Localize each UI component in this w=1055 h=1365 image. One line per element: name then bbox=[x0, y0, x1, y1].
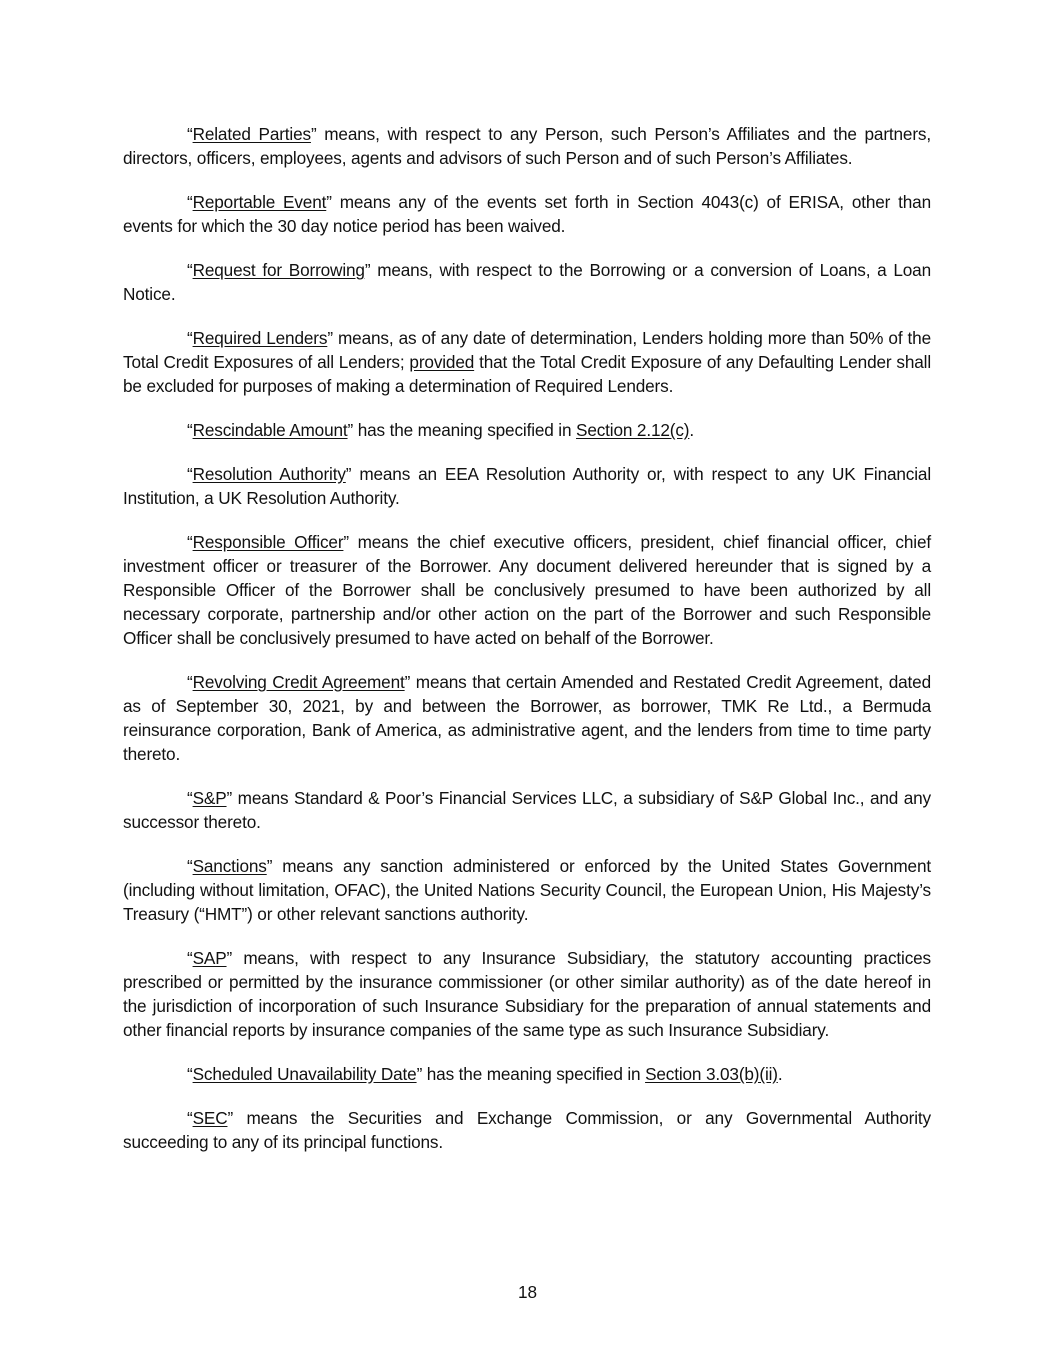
definition-sap bbox=[123, 946, 931, 1042]
underlined-reference: provided bbox=[409, 352, 475, 372]
definition-text: “ bbox=[187, 672, 193, 692]
defined-term: Reportable Event bbox=[192, 192, 327, 212]
definition-text: ” means an EEA Resolution Authority or, with respect to any UK Financial Institution, a UK Resolution Authority. bbox=[123, 464, 931, 508]
definition-request-for-borrowing bbox=[123, 258, 931, 306]
document-body bbox=[123, 122, 931, 1174]
definition-text: . bbox=[777, 1064, 783, 1084]
definition-text: “ bbox=[187, 260, 193, 280]
definition-resolution-authority bbox=[123, 462, 931, 510]
definition-sec bbox=[123, 1106, 931, 1154]
defined-term: Scheduled Unavailability Date bbox=[192, 1064, 417, 1084]
definition-text: “ bbox=[187, 788, 193, 808]
definition-text: “ bbox=[187, 124, 193, 144]
definition-text: “ bbox=[187, 328, 193, 348]
definition-text: ” means Standard & Poor’s Financial Services LLC, a subsidiary of S&P Global Inc., and any successor thereto. bbox=[123, 788, 931, 832]
defined-term: Revolving Credit Agreement bbox=[192, 672, 405, 692]
definition-scheduled-unavailability-date bbox=[123, 1062, 931, 1086]
defined-term: S&P bbox=[192, 788, 227, 808]
definition-text: ” means the Securities and Exchange Commission, or any Governmental Authority succeeding to any of its principal functions. bbox=[123, 1108, 931, 1152]
defined-term: Required Lenders bbox=[192, 328, 328, 348]
definition-text: ” means, with respect to the Borrowing or a conversion of Loans, a Loan Notice. bbox=[123, 260, 931, 304]
definition-text: “ bbox=[187, 464, 193, 484]
definition-text: “ bbox=[187, 1108, 193, 1128]
definition-required-lenders bbox=[123, 326, 931, 398]
page-number: 18 bbox=[517, 1282, 538, 1302]
definition-text: ” means the chief executive officers, president, chief financial officer, chief investment officer or treasurer of the Borrower. Any document delivered hereunder that is signed by a Responsible Officer of the Borrower shall be conclusively presumed to have been authorized by all necessary corporate, partnership and/or other action on the part of the Borrower and such Responsible Officer shall be conclusively presumed to have acted on behalf of the Borrower. bbox=[123, 532, 931, 648]
definition-text: ” has the meaning specified in bbox=[416, 1064, 646, 1084]
definition-text: ” means, with respect to any Insurance Subsidiary, the statutory accounting practices prescribed or permitted by the insurance commissioner (or other similar authority) as of the date hereof in the jurisdiction of incorporation of such Insurance Subsidiary for the preparation of annual statements and other financial reports by insurance companies of the same type as such Insurance Subsidiary. bbox=[123, 948, 931, 1040]
definition-text: “ bbox=[187, 1064, 193, 1084]
definition-reportable-event bbox=[123, 190, 931, 238]
defined-term: Related Parties bbox=[192, 124, 311, 144]
definition-text: ” has the meaning specified in bbox=[347, 420, 577, 440]
defined-term: Responsible Officer bbox=[192, 532, 344, 552]
definition-text: ” means that certain Amended and Restated Credit Agreement, dated as of September 30, 2021, by and between the Borrower, as borrower, TMK Re Ltd., a Bermuda reinsurance corporation, Bank of America, as administrative agent, and the lenders from time to time party thereto. bbox=[123, 672, 931, 764]
definitions-list bbox=[123, 122, 931, 1154]
definition-rescindable-amount bbox=[123, 418, 931, 442]
definition-sanctions bbox=[123, 854, 931, 926]
definition-s-and-p bbox=[123, 786, 931, 834]
definition-text: “ bbox=[187, 192, 193, 212]
definition-text: . bbox=[689, 420, 695, 440]
definition-text: “ bbox=[187, 856, 193, 876]
definition-text: “ bbox=[187, 420, 193, 440]
defined-term: Sanctions bbox=[192, 856, 267, 876]
definition-text: “ bbox=[187, 532, 193, 552]
defined-term: Resolution Authority bbox=[192, 464, 346, 484]
defined-term: SEC bbox=[192, 1108, 228, 1128]
definition-text: that the Total Credit Exposure of any Defaulting Lender shall be excluded for purposes of making a determination of Required Lenders. bbox=[123, 352, 931, 396]
definition-text: “ bbox=[187, 948, 193, 968]
underlined-reference: Section 3.03(b)(ii) bbox=[645, 1064, 778, 1084]
definition-responsible-officer bbox=[123, 530, 931, 650]
definition-text: ” means, as of any date of determination, Lenders holding more than 50% of the Total Credit Exposures of all Lenders; bbox=[123, 328, 932, 372]
definition-text: ” means, with respect to any Person, such Person’s Affiliates and the partners, directors, officers, employees, agents and advisors of such Person and of such Person’s Affiliates. bbox=[123, 124, 931, 168]
definition-revolving-credit-agreement bbox=[123, 670, 931, 766]
definition-related-parties bbox=[123, 122, 931, 170]
definition-text: ” means any sanction administered or enforced by the United States Government (including without limitation, OFAC), the United Nations Security Council, the European Union, His Majesty’s Treasury (“HMT”) or other relevant sanctions authority. bbox=[123, 856, 931, 924]
underlined-reference: Section 2.12(c) bbox=[576, 420, 690, 440]
defined-term: SAP bbox=[192, 948, 227, 968]
definition-text: ” means any of the events set forth in Section 4043(c) of ERISA, other than events for which the 30 day notice period has been waived. bbox=[123, 192, 931, 236]
defined-term: Request for Borrowing bbox=[192, 260, 365, 280]
defined-term: Rescindable Amount bbox=[192, 420, 348, 440]
